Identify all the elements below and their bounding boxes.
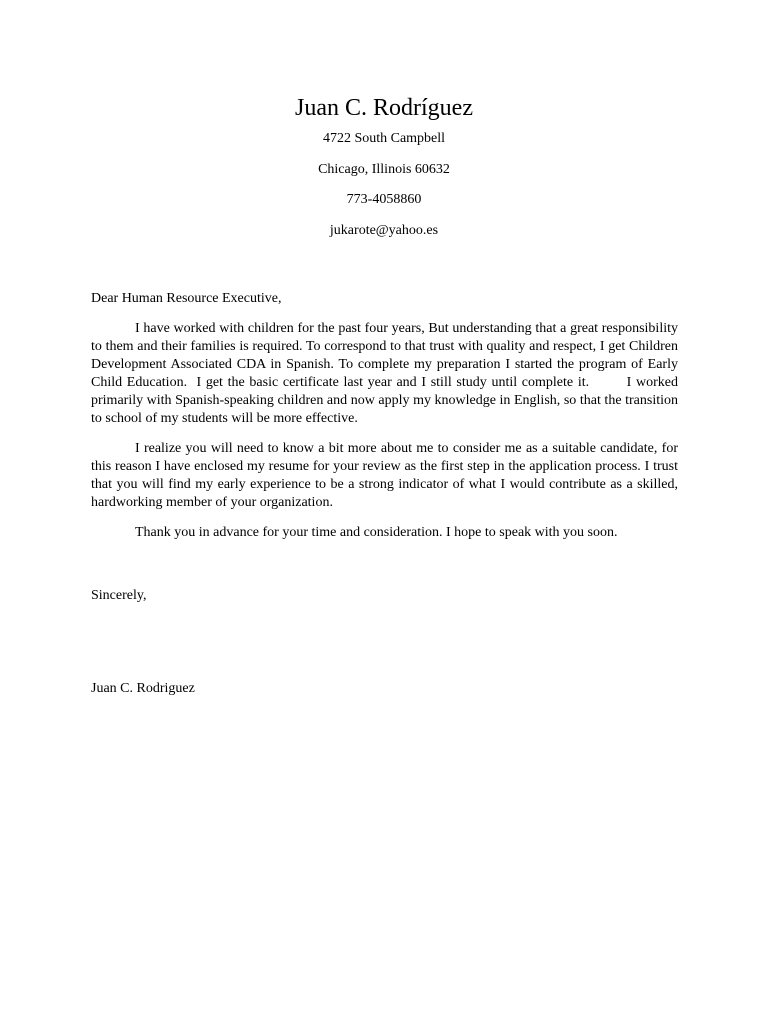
signature: Juan C. Rodriguez	[91, 681, 195, 696]
letter-body	[91, 290, 682, 554]
sender-phone: 773-4058860	[346, 192, 422, 207]
sender-name: Juan C. Rodríguez	[295, 95, 473, 121]
closing: Sincerely,	[91, 588, 147, 603]
letterhead	[0, 92, 768, 252]
salutation: Dear Human Resource Executive,	[91, 291, 282, 306]
sender-email: jukarote@yahoo.es	[329, 222, 439, 238]
paragraph-resume: I realize you will need to know a bit more about me to consider me as a suitable candidate, for this reason I have enclosed my resume for your review as the first step in the application process. I trust that you will find my early experience to be a strong indicator of what I would contribute as a skilled, hardworking member of your organization.	[91, 441, 678, 510]
paragraph-experience: I have worked with children for the past four years, But understanding that a great responsibility to them and their families is required. To correspond to that trust with quality and respect, I get Children Development Associated CDA in Spanish. To complete my preparation I started the program of Early Child Education. I get the basic certificate last year and I still study until complete it. I worked primarily with Spanish-speaking children and now apply my knowledge in English, so that the transition to school of my students will be more effective.	[91, 321, 682, 426]
sender-address-line2: Chicago, Illinois 60632	[318, 161, 450, 177]
sender-address-line1: 4722 South Campbell	[322, 131, 446, 146]
paragraph-thanks: Thank you in advance for your time and consideration. I hope to speak with you soon.	[135, 525, 618, 540]
